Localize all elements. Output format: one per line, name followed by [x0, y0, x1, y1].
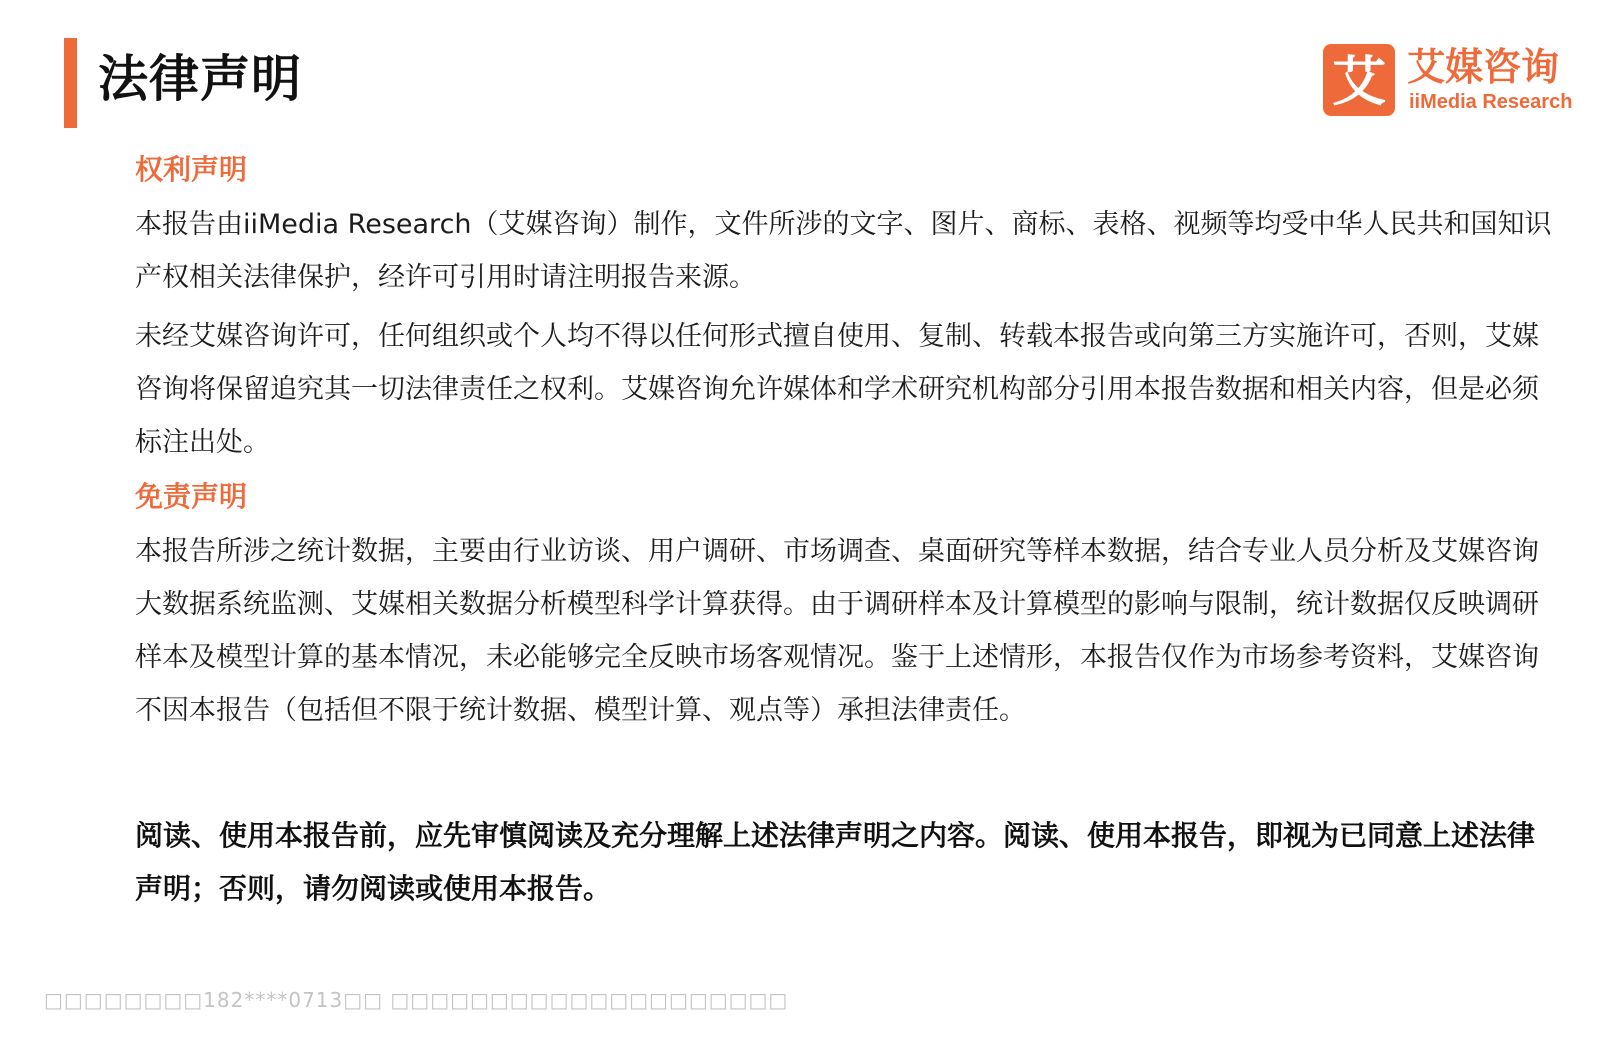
legal-content: [135, 148, 1560, 915]
rights-paragraph-2: 未经艾媒咨询许可，任何组织或个人均不得以任何形式擅自使用、复制、转载本报告或向第三方实施许可，否则，艾媒咨询将保留追究其一切法律责任之权利。艾媒咨询允许媒体和学术研究机构部分引用本报告数据和相关内容，但是必须标注出处。: [135, 321, 1539, 458]
rights-paragraph-1: 本报告由iiMedia Research（艾媒咨询）制作，文件所涉的文字、图片、商标、表格、视频等均受中华人民共和国知识产权相关法律保护，经许可引用时请注明报告来源。: [135, 209, 1552, 293]
brand-logo: [1323, 44, 1573, 118]
title-accent-bar: [64, 38, 77, 128]
logo-mark-char: 艾: [1332, 50, 1386, 113]
watermark: □□□□□□□□182****0713□□ □□□□□□□□□□□□□□□□□□□□: [44, 988, 789, 1012]
rights-heading: 权利声明: [135, 153, 248, 186]
logo-cn-text: 艾媒咨询: [1407, 45, 1560, 89]
disclaimer-paragraph: 本报告所涉之统计数据，主要由行业访谈、用户调研、市场调查、桌面研究等样本数据，结合专业人员分析及艾媒咨询大数据系统监测、艾媒相关数据分析模型科学计算获得。由于调研样本及计算模型的影响与限制，统计数据仅反映调研样本及模型计算的基本情况，未必能够完全反映市场客观情况。鉴于上述情形，本报告仅作为市场参考资料，艾媒咨询不因本报告（包括但不限于统计数据、模型计算、观点等）承担法律责任。: [135, 536, 1539, 726]
logo-en-text: iiMedia Research: [1409, 91, 1573, 113]
disclaimer-heading: 免责声明: [135, 480, 248, 513]
page-title: 法律声明: [98, 50, 302, 108]
closing-statement: 阅读、使用本报告前，应先审慎阅读及充分理解上述法律声明之内容。阅读、使用本报告，即视为已同意上述法律声明；否则，请勿阅读或使用本报告。: [135, 819, 1536, 905]
logo-mark-icon: [1323, 44, 1395, 116]
